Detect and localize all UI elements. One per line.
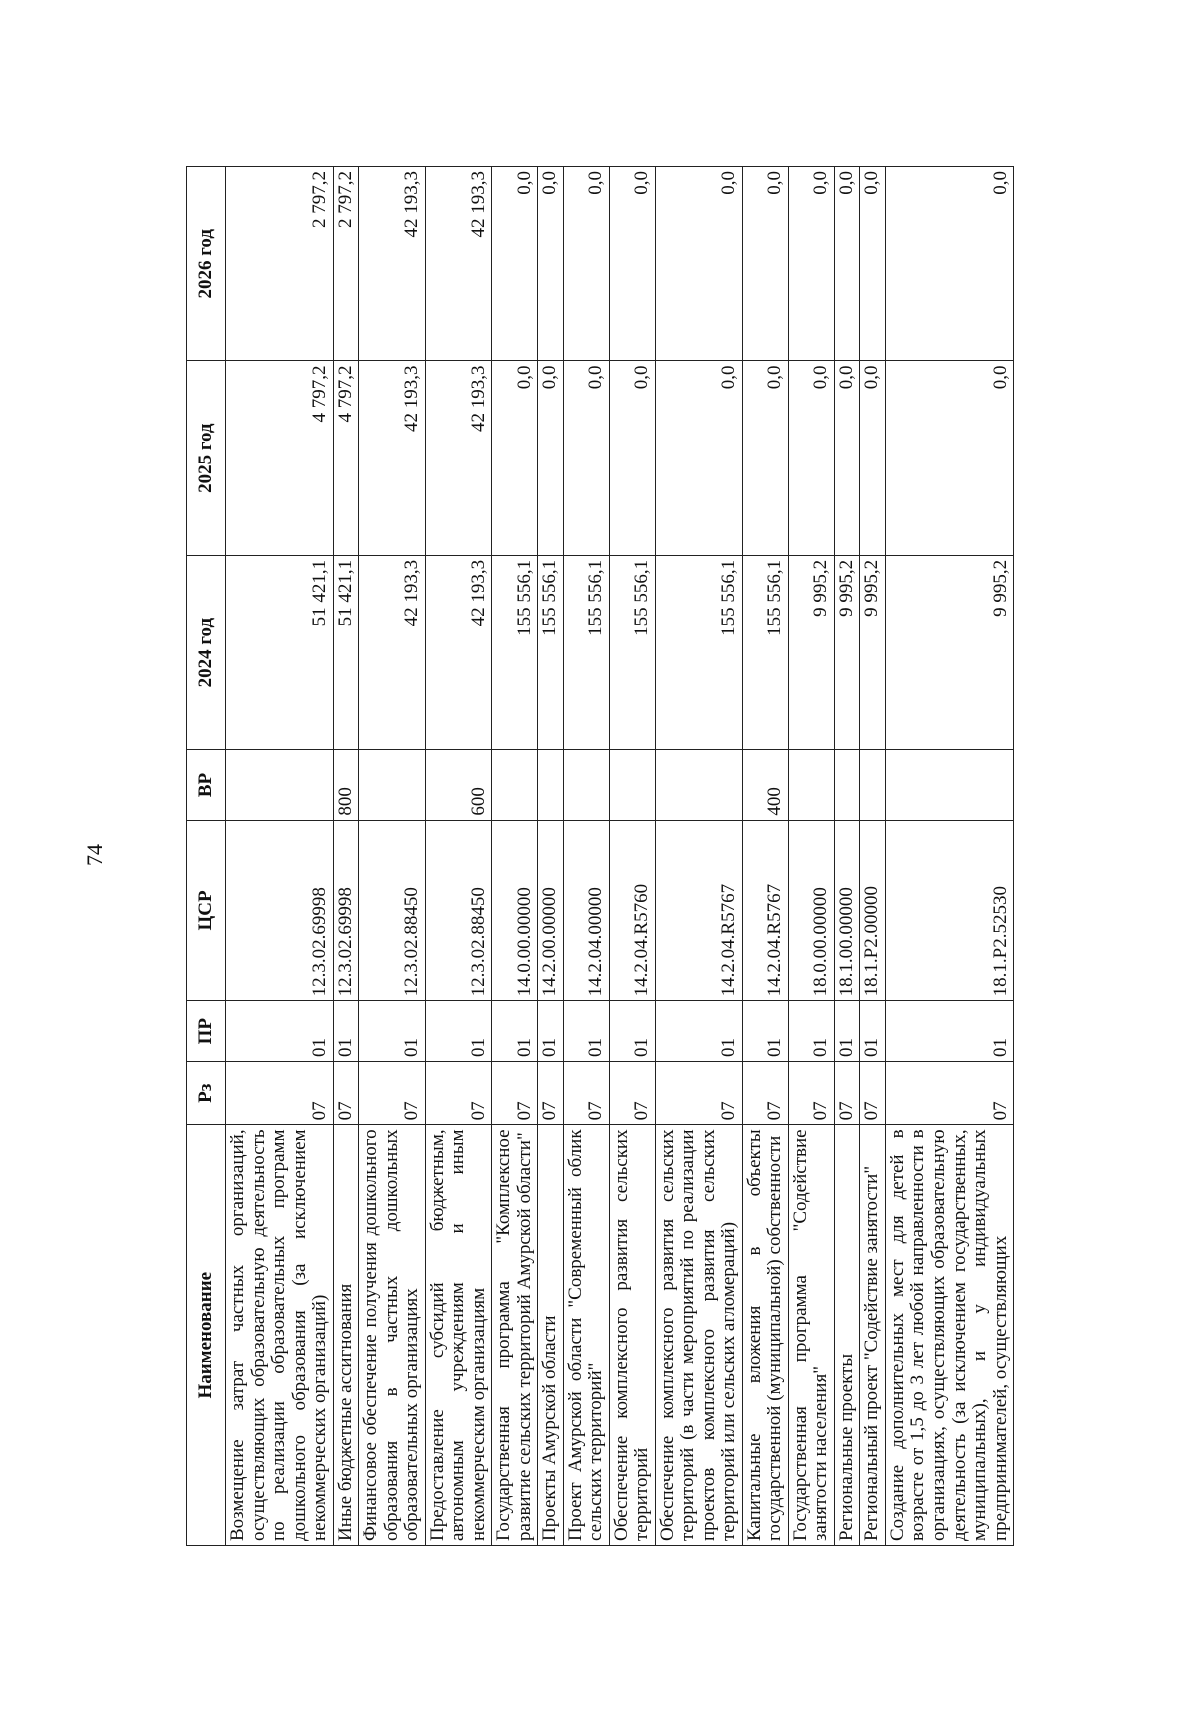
cell-pr: 01 [788, 1001, 834, 1062]
cell-2026: 0,0 [563, 167, 609, 361]
cell-pr: 01 [609, 1001, 655, 1062]
table-row [563, 167, 609, 1546]
budget-table [186, 166, 1014, 1546]
cell-vr: 400 [742, 750, 788, 820]
cell-2024: 9 995,2 [788, 555, 834, 749]
cell-rz: 07 [492, 1061, 538, 1124]
cell-csr: 12.3.02.69998 [226, 820, 334, 1001]
cell-2024: 155 556,1 [742, 555, 788, 749]
cell-2024: 51 421,1 [226, 555, 334, 749]
table-row [226, 167, 334, 1546]
cell-2024: 42 193,3 [425, 555, 492, 749]
cell-rz: 07 [538, 1061, 564, 1124]
cell-vr [226, 750, 334, 820]
header-pr: ПР [187, 1001, 226, 1062]
cell-2024: 155 556,1 [492, 555, 538, 749]
cell-name: Иные бюджетные ассигнования [333, 1125, 359, 1546]
cell-2025: 42 193,3 [425, 361, 492, 555]
header-name: Наименование [187, 1125, 226, 1546]
cell-rz: 07 [788, 1061, 834, 1124]
cell-csr: 18.1.00.00000 [834, 820, 860, 1001]
cell-vr [609, 750, 655, 820]
cell-vr [788, 750, 834, 820]
cell-name: Предоставление субсидий бюджетным, автономным учреждениям и иным некоммерческим организациям [425, 1125, 492, 1546]
cell-2024: 9 995,2 [834, 555, 860, 749]
cell-csr: 12.3.02.69998 [333, 820, 359, 1001]
cell-2024: 51 421,1 [333, 555, 359, 749]
table-row [655, 167, 742, 1546]
cell-2025: 0,0 [538, 361, 564, 555]
cell-2025: 0,0 [742, 361, 788, 555]
cell-2025: 4 797,2 [226, 361, 334, 555]
cell-pr: 01 [655, 1001, 742, 1062]
cell-2026: 0,0 [538, 167, 564, 361]
cell-vr [655, 750, 742, 820]
cell-2026: 0,0 [860, 167, 886, 361]
cell-2025: 0,0 [492, 361, 538, 555]
cell-vr [538, 750, 564, 820]
cell-csr: 14.2.00.00000 [538, 820, 564, 1001]
budget-table-rotated [186, 166, 1014, 1546]
cell-rz: 07 [425, 1061, 492, 1124]
cell-name: Региональный проект "Содействие занятости" [860, 1125, 886, 1546]
cell-rz: 07 [860, 1061, 886, 1124]
cell-2026: 0,0 [742, 167, 788, 361]
cell-name: Государственная программа "Содействие занятости населения" [788, 1125, 834, 1546]
cell-pr: 01 [492, 1001, 538, 1062]
header-csr: ЦСР [187, 820, 226, 1001]
cell-csr: 14.2.04.R5760 [609, 820, 655, 1001]
cell-2026: 42 193,3 [425, 167, 492, 361]
cell-2026: 0,0 [834, 167, 860, 361]
cell-name: Обеспечение комплексного развития сельских территорий (в части мероприятий по реализации проектов комплексного развития сельских территорий или сельских агломераций) [655, 1125, 742, 1546]
cell-2025: 4 797,2 [333, 361, 359, 555]
cell-name: Региональные проекты [834, 1125, 860, 1546]
table-row [425, 167, 492, 1546]
cell-vr [492, 750, 538, 820]
cell-pr: 01 [359, 1001, 426, 1062]
header-vr: ВР [187, 750, 226, 820]
cell-rz: 07 [655, 1061, 742, 1124]
cell-name: Государственная программа "Комплексное развитие сельских территорий Амурской области" [492, 1125, 538, 1546]
cell-2025: 0,0 [834, 361, 860, 555]
cell-2025: 0,0 [563, 361, 609, 555]
cell-rz: 07 [226, 1061, 334, 1124]
cell-vr [563, 750, 609, 820]
cell-2026: 0,0 [788, 167, 834, 361]
header-2024: 2024 год [187, 555, 226, 749]
cell-2026: 0,0 [492, 167, 538, 361]
cell-pr: 01 [860, 1001, 886, 1062]
cell-2024: 155 556,1 [609, 555, 655, 749]
cell-2025: 0,0 [788, 361, 834, 555]
cell-rz: 07 [359, 1061, 426, 1124]
cell-2024: 9 995,2 [860, 555, 886, 749]
table-row [742, 167, 788, 1546]
cell-2024: 155 556,1 [655, 555, 742, 749]
cell-2026: 0,0 [885, 167, 1013, 361]
cell-pr: 01 [885, 1001, 1013, 1062]
cell-2024: 155 556,1 [563, 555, 609, 749]
cell-rz: 07 [609, 1061, 655, 1124]
cell-name: Проект Амурской области "Современный облик сельских территорий" [563, 1125, 609, 1546]
table-row [538, 167, 564, 1546]
cell-2025: 42 193,3 [359, 361, 426, 555]
cell-pr: 01 [563, 1001, 609, 1062]
cell-csr: 14.2.04.R5767 [742, 820, 788, 1001]
table-row [860, 167, 886, 1546]
cell-2024: 9 995,2 [885, 555, 1013, 749]
cell-vr [860, 750, 886, 820]
cell-2025: 0,0 [885, 361, 1013, 555]
cell-name: Возмещение затрат частных организаций, осуществляющих образовательную деятельность по реализации образовательных программ дошкольного образования (за исключением некоммерческих организаций) [226, 1125, 334, 1546]
table-row [609, 167, 655, 1546]
cell-csr: 18.0.00.00000 [788, 820, 834, 1001]
cell-pr: 01 [834, 1001, 860, 1062]
cell-2024: 42 193,3 [359, 555, 426, 749]
cell-csr: 12.3.02.88450 [425, 820, 492, 1001]
table-row [492, 167, 538, 1546]
cell-rz: 07 [834, 1061, 860, 1124]
header-2026: 2026 год [187, 167, 226, 361]
cell-pr: 01 [538, 1001, 564, 1062]
cell-csr: 14.2.04.R5767 [655, 820, 742, 1001]
cell-2024: 155 556,1 [538, 555, 564, 749]
cell-2025: 0,0 [860, 361, 886, 555]
cell-2026: 2 797,2 [226, 167, 334, 361]
cell-2026: 42 193,3 [359, 167, 426, 361]
header-2025: 2025 год [187, 361, 226, 555]
cell-pr: 01 [226, 1001, 334, 1062]
cell-csr: 18.1.P2.00000 [860, 820, 886, 1001]
cell-2026: 0,0 [609, 167, 655, 361]
cell-csr: 14.0.00.00000 [492, 820, 538, 1001]
cell-2025: 0,0 [609, 361, 655, 555]
table-row [834, 167, 860, 1546]
cell-2025: 0,0 [655, 361, 742, 555]
cell-name: Финансовое обеспечение получения дошкольного образования в частных дошкольных образовательных организациях [359, 1125, 426, 1546]
cell-vr [834, 750, 860, 820]
cell-rz: 07 [333, 1061, 359, 1124]
header-rz: Рз [187, 1061, 226, 1124]
cell-pr: 01 [742, 1001, 788, 1062]
cell-pr: 01 [425, 1001, 492, 1062]
table-row [885, 167, 1013, 1546]
cell-name: Проекты Амурской области [538, 1125, 564, 1546]
cell-rz: 07 [563, 1061, 609, 1124]
cell-2026: 2 797,2 [333, 167, 359, 361]
cell-rz: 07 [885, 1061, 1013, 1124]
cell-vr [359, 750, 426, 820]
cell-name: Создание дополнительных мест для детей в возрасте от 1,5 до 3 лет любой направленности в организациях, осуществляющих образовательную деятельность (за исключением государственных, муниципальных), и у индивидуальных предпринимателей, осуществляющих [885, 1125, 1013, 1546]
table-row [788, 167, 834, 1546]
cell-vr [885, 750, 1013, 820]
cell-name: Обеспечение комплексного развития сельских территорий [609, 1125, 655, 1546]
cell-pr: 01 [333, 1001, 359, 1062]
cell-vr: 600 [425, 750, 492, 820]
cell-2026: 0,0 [655, 167, 742, 361]
cell-rz: 07 [742, 1061, 788, 1124]
page-number: 74 [82, 844, 107, 866]
cell-csr: 12.3.02.88450 [359, 820, 426, 1001]
cell-name: Капитальные вложения в объекты государственной (муниципальной) собственности [742, 1125, 788, 1546]
table-header-row [187, 167, 226, 1546]
cell-csr: 14.2.04.00000 [563, 820, 609, 1001]
table-row [359, 167, 426, 1546]
cell-csr: 18.1.P2.52530 [885, 820, 1013, 1001]
cell-vr: 800 [333, 750, 359, 820]
table-row [333, 167, 359, 1546]
